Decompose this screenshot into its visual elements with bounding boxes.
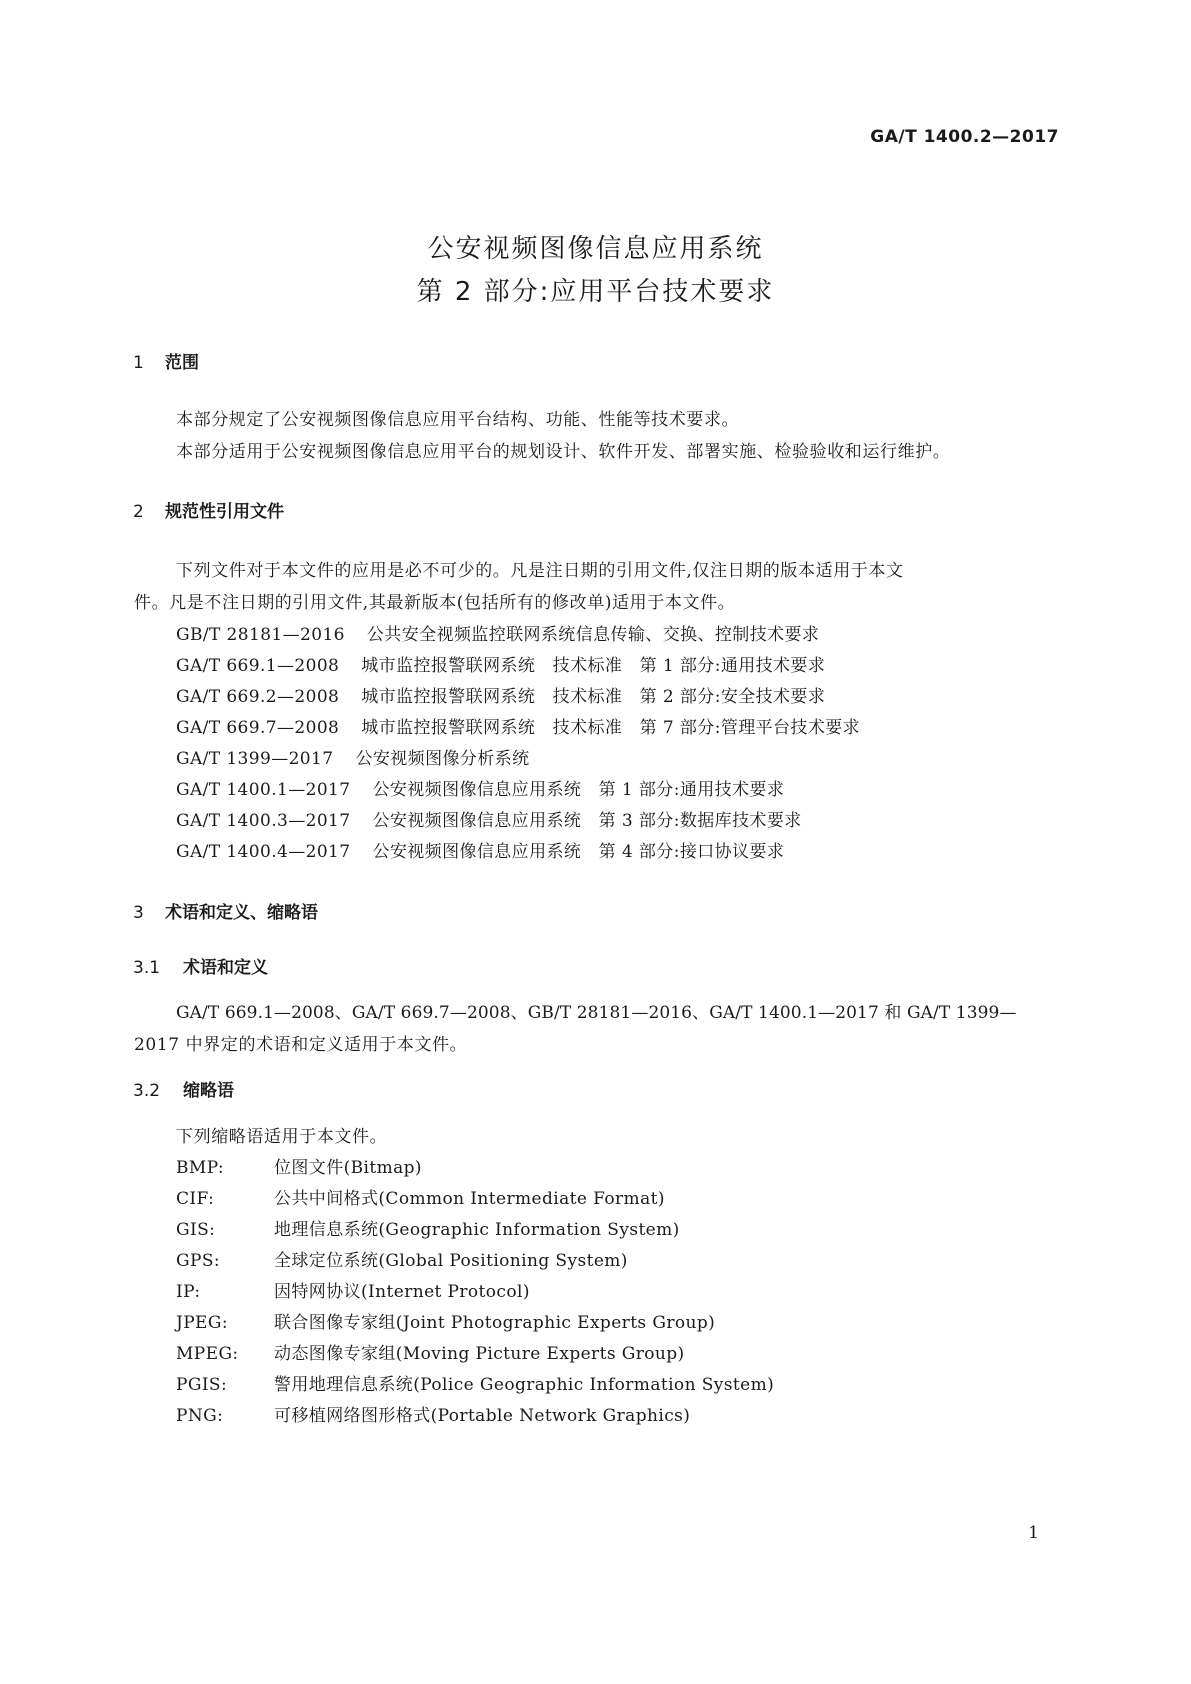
reference-title: 公安视频图像分析系统 xyxy=(355,749,530,769)
standard-code: GA/T 1400.2—2017 xyxy=(870,127,1059,147)
reference-item xyxy=(176,682,825,707)
section-2-heading xyxy=(133,497,284,522)
subsection-3-1-heading xyxy=(133,953,268,978)
section-1-heading xyxy=(133,348,199,373)
abbreviation-item xyxy=(176,1153,422,1178)
reference-title: 公安视频图像信息应用系统 第 3 部分:数据库技术要求 xyxy=(372,811,802,831)
subsection-number: 3.2 xyxy=(133,1081,161,1101)
abbreviation-value: 可移植网络图形格式(Portable Network Graphics) xyxy=(274,1406,691,1426)
reference-code: GA/T 1400.3—2017 xyxy=(176,811,351,831)
abbreviation-item xyxy=(176,1370,774,1395)
reference-item xyxy=(176,806,802,831)
abbreviation-item xyxy=(176,1246,628,1271)
reference-title: 城市监控报警联网系统 技术标准 第 2 部分:安全技术要求 xyxy=(361,687,826,707)
reference-item xyxy=(176,651,825,676)
reference-code: GA/T 669.2—2008 xyxy=(176,687,340,707)
subsection-number: 3.1 xyxy=(133,958,161,978)
section-number: 3 xyxy=(133,903,144,923)
abbreviation-item xyxy=(176,1184,665,1209)
reference-item xyxy=(176,744,529,769)
abbreviation-key: GIS: xyxy=(176,1220,216,1240)
page-number: 1 xyxy=(1028,1523,1039,1543)
paragraph: GA/T 669.1—2008、GA/T 669.7—2008、GB/T 28181—2016、GA/T 1400.1—2017 和 GA/T 1399— xyxy=(176,1003,1017,1023)
abbreviation-key: CIF: xyxy=(176,1189,215,1209)
paragraph: 件。凡是不注日期的引用文件,其最新版本(包括所有的修改单)适用于本文件。 xyxy=(134,593,736,613)
reference-code: GB/T 28181—2016 xyxy=(176,625,345,645)
abbreviation-key: PNG: xyxy=(176,1406,224,1426)
abbreviation-value: 公共中间格式(Common Intermediate Format) xyxy=(274,1189,665,1209)
reference-title: 公安视频图像信息应用系统 第 1 部分:通用技术要求 xyxy=(372,780,785,800)
reference-item xyxy=(176,620,819,645)
reference-code: GA/T 669.7—2008 xyxy=(176,718,340,738)
reference-code: GA/T 1400.1—2017 xyxy=(176,780,351,800)
section-title: 规范性引用文件 xyxy=(165,502,284,522)
paragraph: 本部分适用于公安视频图像信息应用平台的规划设计、软件开发、部署实施、检验验收和运行维护。 xyxy=(176,442,951,462)
reference-title: 公安视频图像信息应用系统 第 4 部分:接口协议要求 xyxy=(372,842,785,862)
reference-code: GA/T 1399—2017 xyxy=(176,749,334,769)
paragraph: 下列文件对于本文件的应用是必不可少的。凡是注日期的引用文件,仅注日期的版本适用于本文 xyxy=(176,561,904,581)
abbreviation-item xyxy=(176,1308,715,1333)
reference-code: GA/T 1400.4—2017 xyxy=(176,842,351,862)
section-number: 1 xyxy=(133,353,144,373)
abbreviation-key: GPS: xyxy=(176,1251,220,1271)
reference-item xyxy=(176,837,784,862)
section-number: 2 xyxy=(133,502,144,522)
abbreviation-value: 警用地理信息系统(Police Geographic Information System) xyxy=(274,1375,775,1395)
reference-title: 城市监控报警联网系统 技术标准 第 7 部分:管理平台技术要求 xyxy=(361,718,861,738)
paragraph: 本部分规定了公安视频图像信息应用平台结构、功能、性能等技术要求。 xyxy=(176,410,740,430)
reference-title: 公共安全视频监控联网系统信息传输、交换、控制技术要求 xyxy=(366,625,820,645)
subsection-title: 术语和定义 xyxy=(183,958,268,978)
reference-title: 城市监控报警联网系统 技术标准 第 1 部分:通用技术要求 xyxy=(361,656,826,676)
abbreviation-value: 联合图像专家组(Joint Photographic Experts Group) xyxy=(274,1313,716,1333)
paragraph: 下列缩略语适用于本文件。 xyxy=(176,1127,388,1147)
subsection-3-2-heading xyxy=(133,1076,234,1101)
paragraph: 2017 中界定的术语和定义适用于本文件。 xyxy=(134,1035,468,1055)
section-title: 术语和定义、缩略语 xyxy=(165,903,318,923)
abbreviation-key: BMP: xyxy=(176,1158,225,1178)
document-title-line1: 公安视频图像信息应用系统 xyxy=(427,234,764,264)
abbreviation-value: 动态图像专家组(Moving Picture Experts Group) xyxy=(274,1344,685,1364)
abbreviation-key: JPEG: xyxy=(176,1313,228,1333)
document-title-line2: 第 2 部分:应用平台技术要求 xyxy=(416,277,775,307)
section-title: 范围 xyxy=(165,353,199,373)
abbreviation-item xyxy=(176,1215,680,1240)
abbreviation-key: PGIS: xyxy=(176,1375,228,1395)
reference-item xyxy=(176,775,784,800)
abbreviation-key: IP: xyxy=(176,1282,201,1302)
reference-code: GA/T 669.1—2008 xyxy=(176,656,340,676)
subsection-title: 缩略语 xyxy=(183,1081,234,1101)
abbreviation-item xyxy=(176,1401,690,1426)
abbreviation-item xyxy=(176,1277,530,1302)
abbreviation-value: 全球定位系统(Global Positioning System) xyxy=(274,1251,628,1271)
reference-item xyxy=(176,713,860,738)
abbreviation-key: MPEG: xyxy=(176,1344,239,1364)
abbreviation-item xyxy=(176,1339,685,1364)
section-3-heading xyxy=(133,898,318,923)
abbreviation-value: 位图文件(Bitmap) xyxy=(274,1158,422,1178)
abbreviation-value: 因特网协议(Internet Protocol) xyxy=(274,1282,530,1302)
abbreviation-value: 地理信息系统(Geographic Information System) xyxy=(274,1220,680,1240)
